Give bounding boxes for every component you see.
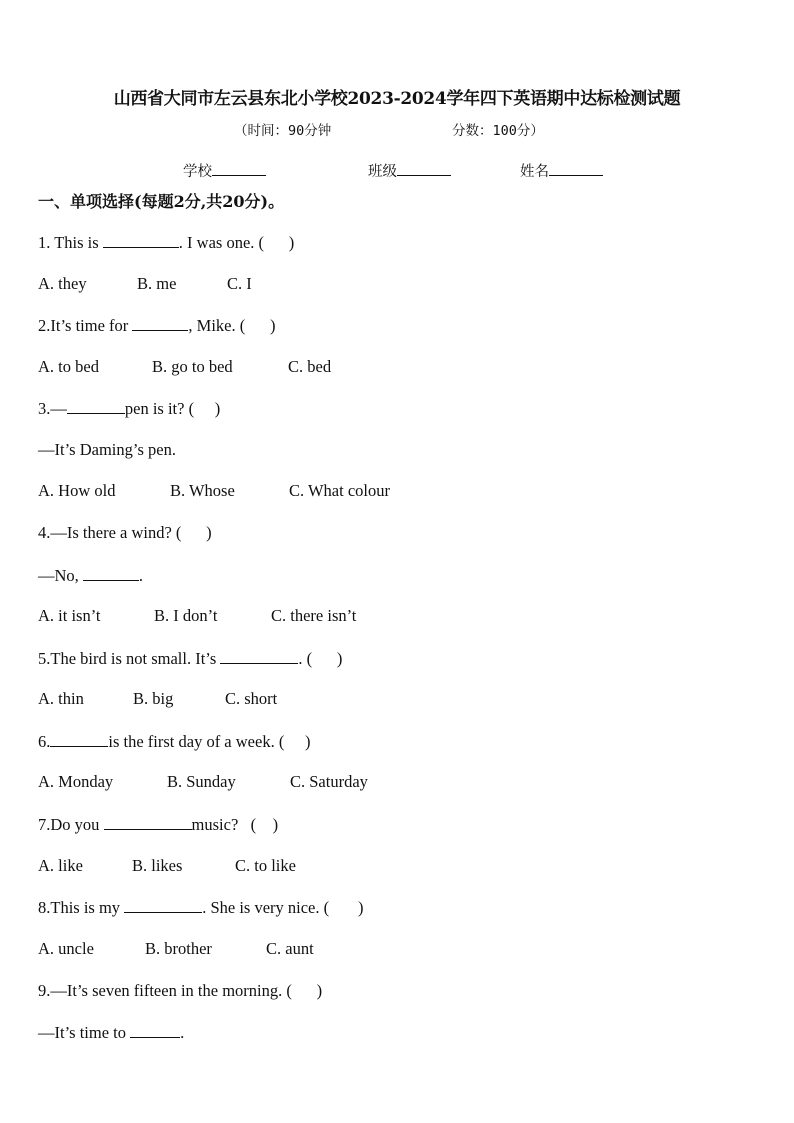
exam-time: （时间：90分钟 [234,123,332,139]
school-field [183,160,266,181]
question-text: , Mike. ( ) [188,316,276,335]
answer-blank [132,315,188,331]
question-text: . She is very nice. ( ) [202,898,364,917]
question-3-response: —It’s Daming’s pen. [38,440,176,459]
exam-score: 分数：100分） [452,123,544,139]
exam-title: 山西省大同市左云县东北小学校2023-2024学年四下英语期中达标检测试题 [113,89,681,109]
question-text: . I was one. ( ) [178,233,295,252]
class-field [368,160,451,181]
question-text: . [180,1023,185,1042]
name-blank [549,161,603,176]
question-7 [38,814,278,835]
question-text: 2.It’s time for [38,316,133,335]
question-text: music? ( ) [191,815,279,834]
answer-blank [103,232,179,248]
question-9-response [38,1022,184,1043]
answer-blank [130,1022,180,1038]
question-text: is the first day of a week. ( ) [108,732,311,751]
option-b: B. likes [132,856,183,875]
question-4-response [38,565,143,586]
option-b: B. Sunday [167,772,236,791]
question-9: 9.—It’s seven fifteen in the morning. ( ) [38,981,323,1000]
question-text: —It’s time to [38,1023,131,1042]
question-text: pen is it? ( ) [124,399,221,418]
option-a: A. they [38,274,87,293]
option-a: A. thin [38,689,84,708]
option-c: C. bed [288,357,332,376]
question-text: . [138,566,144,585]
question-text: 1. This is [38,233,103,252]
option-b: B. brother [145,939,212,958]
option-c: C. to like [235,856,296,875]
question-8 [38,897,363,918]
option-c: C. Saturday [290,772,368,791]
option-a: A. to bed [38,357,99,376]
question-3 [38,398,220,419]
answer-blank [220,648,298,664]
question-4: 4.—Is there a wind? ( ) [38,523,212,542]
option-b: B. I don’t [154,606,218,625]
answer-blank [104,814,192,830]
question-5 [38,648,342,669]
option-b: B. me [137,274,177,293]
option-a: A. uncle [38,939,94,958]
question-6 [38,731,310,752]
name-field [520,160,603,181]
option-c: C. short [225,689,278,708]
option-c: C. I [227,274,252,293]
answer-blank [124,897,202,913]
school-label: 学校 [183,164,212,180]
option-c: C. there isn’t [271,606,357,625]
option-c: C. What colour [289,481,390,500]
class-label: 班级 [368,164,397,180]
option-b: B. Whose [170,481,235,500]
question-text: 6. [38,732,51,751]
section-heading: 一、单项选择(每题2分,共20分)。 [38,192,285,211]
option-b: B. big [133,689,174,708]
school-blank [212,161,266,176]
option-a: A. Monday [38,772,114,791]
question-text: —No, [38,566,83,585]
class-blank [397,161,451,176]
question-text: 7.Do you [38,815,104,834]
option-c: C. aunt [266,939,314,958]
name-label: 姓名 [520,164,549,180]
answer-blank [50,731,108,747]
question-text: 5.The bird is not small. It’s [38,649,221,668]
answer-blank [83,565,139,581]
question-text: . ( ) [298,649,343,668]
question-text: 8.This is my [38,898,125,917]
answer-blank [67,398,125,414]
option-a: A. it isn’t [38,606,101,625]
question-2 [38,315,275,336]
question-text: 3.— [38,399,67,418]
option-b: B. go to bed [152,357,233,376]
option-a: A. How old [38,481,116,500]
option-a: A. like [38,856,83,875]
question-1 [38,232,294,253]
